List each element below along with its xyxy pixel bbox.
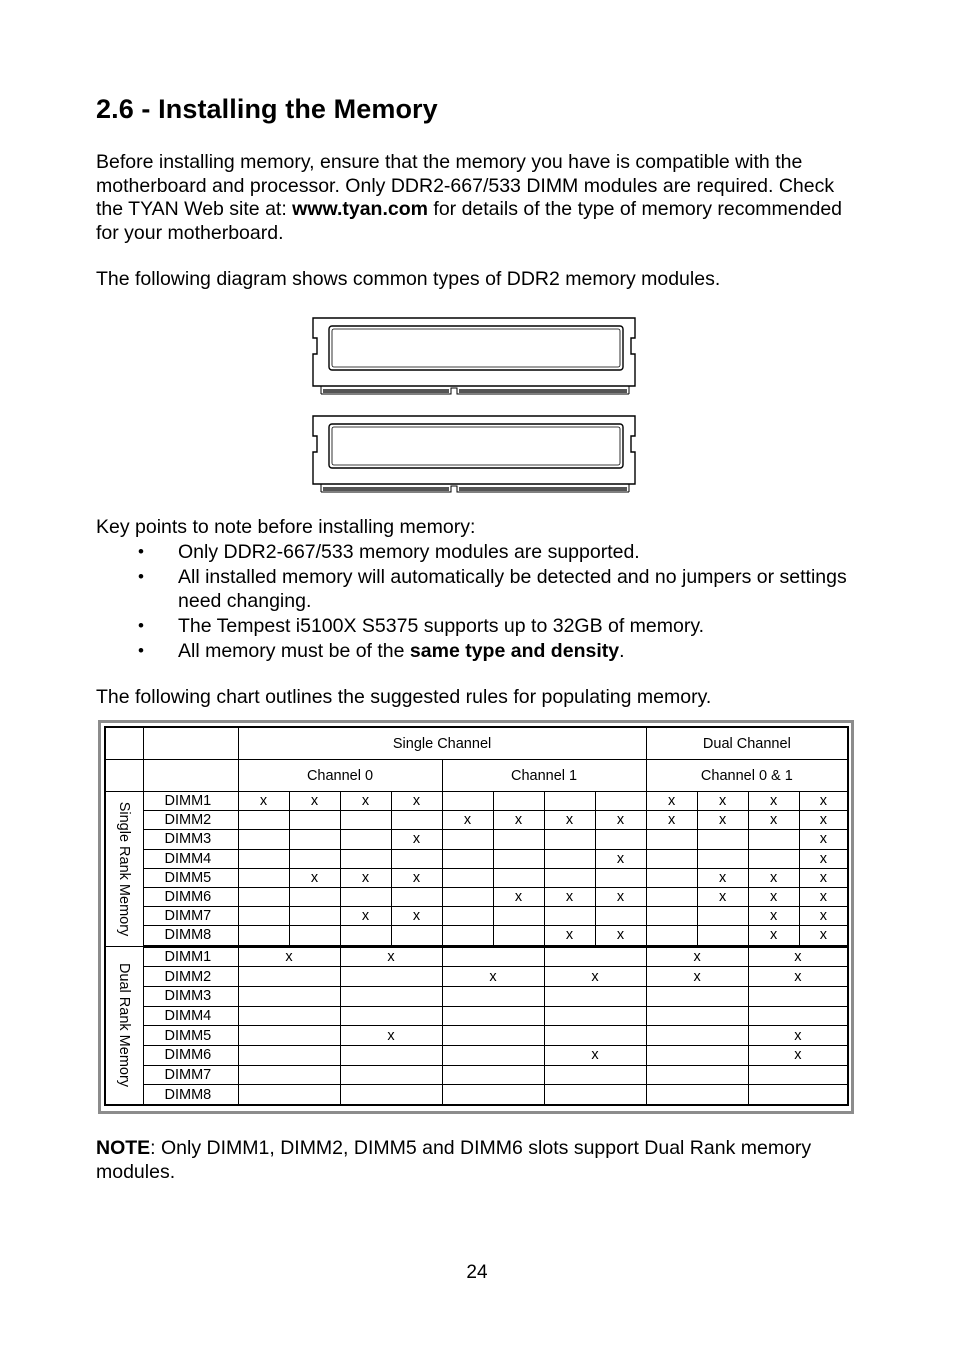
intro-text-after-link: for details of the type of memory recommended for your motherboard. [96, 198, 843, 244]
table-cell [442, 1085, 544, 1105]
corner-cell [105, 760, 143, 792]
dimm-label: DIMM4 [143, 1006, 238, 1026]
table-cell: x [697, 811, 748, 830]
list-item [96, 565, 866, 613]
table-cell [544, 1085, 646, 1105]
table-cell [340, 967, 442, 987]
diagram-caption: The following diagram shows common types of DDR2 memory modules. [96, 268, 721, 290]
table-cell: x [340, 868, 391, 887]
list-item [96, 540, 866, 564]
table-cell [544, 868, 595, 887]
table-cell [238, 1045, 340, 1065]
table-cell [646, 830, 697, 849]
table-cell [748, 849, 799, 868]
corner-cell [105, 727, 143, 760]
table-row [105, 1045, 848, 1065]
table-cell [340, 1045, 442, 1065]
table-cell: x [799, 907, 848, 926]
table-cell [493, 849, 544, 868]
key-points-intro: Key points to note before installing memory: [96, 516, 476, 538]
table-cell [238, 887, 289, 906]
table-cell [238, 926, 289, 946]
note-label: NOTE [96, 1137, 151, 1159]
dimm-label: DIMM8 [143, 1085, 238, 1105]
table-row [105, 811, 848, 830]
table-cell [646, 1085, 748, 1105]
table-cell [238, 849, 289, 868]
table-cell [544, 986, 646, 1006]
table-row [105, 1065, 848, 1085]
table-cell [544, 1026, 646, 1046]
dimm-label: DIMM2 [143, 811, 238, 830]
table-cell [391, 849, 442, 868]
table-cell [646, 1045, 748, 1065]
intro-paragraph [96, 151, 866, 245]
table-cell [289, 926, 340, 946]
table-cell [493, 868, 544, 887]
chart-intro: The following chart outlines the suggested rules for populating memory. [96, 686, 712, 708]
table-cell [544, 907, 595, 926]
table-cell [646, 907, 697, 926]
table-cell: x [697, 887, 748, 906]
memory-module-illustration [311, 316, 641, 402]
dimm-label: DIMM3 [143, 986, 238, 1006]
table-cell [697, 926, 748, 946]
table-row [105, 1085, 848, 1105]
key-points-list [96, 540, 866, 664]
dimm-label: DIMM6 [143, 887, 238, 906]
table-cell [748, 986, 848, 1006]
list-item-text: All memory must be of the [178, 640, 410, 662]
table-cell [544, 792, 595, 811]
table-cell: x [799, 868, 848, 887]
table-row [105, 868, 848, 887]
dual-rank-label: Dual Rank Memory [116, 963, 133, 1088]
table-cell: x [799, 811, 848, 830]
header-row-channel-type [105, 727, 848, 760]
list-item [96, 614, 866, 638]
table-cell: x [748, 811, 799, 830]
dimm-label: DIMM1 [143, 946, 238, 967]
table-cell: x [442, 811, 493, 830]
table-cell [646, 887, 697, 906]
table-cell: x [748, 926, 799, 946]
dimm-label: DIMM4 [143, 849, 238, 868]
table-cell [442, 1026, 544, 1046]
table-cell [442, 946, 544, 967]
table-cell [544, 1006, 646, 1026]
table-cell: x [289, 792, 340, 811]
table-cell: x [646, 811, 697, 830]
table-cell: x [799, 887, 848, 906]
table-cell [442, 887, 493, 906]
table-cell [544, 849, 595, 868]
dual-rank-group-label [105, 946, 143, 1105]
table-cell: x [697, 868, 748, 887]
list-item-text: Only DDR2-667/533 memory modules are supported. [178, 541, 640, 563]
table-cell: x [340, 1026, 442, 1046]
table-row [105, 926, 848, 946]
table-cell [238, 1065, 340, 1085]
table-cell [340, 1006, 442, 1026]
table-row [105, 967, 848, 987]
memory-population-table-frame [98, 720, 854, 1114]
table-cell [289, 887, 340, 906]
table-cell [646, 1006, 748, 1026]
table-row [105, 986, 848, 1006]
table-cell [595, 907, 646, 926]
table-cell [442, 849, 493, 868]
table-cell [646, 1026, 748, 1046]
table-cell: x [748, 1045, 848, 1065]
table-cell: x [289, 868, 340, 887]
table-cell [697, 830, 748, 849]
table-cell [289, 830, 340, 849]
table-cell: x [799, 849, 848, 868]
dimm-label: DIMM2 [143, 967, 238, 987]
table-cell: x [646, 792, 697, 811]
table-cell: x [238, 946, 340, 967]
table-cell: x [340, 907, 391, 926]
table-cell: x [748, 1026, 848, 1046]
single-rank-group-label [105, 792, 143, 947]
table-cell [238, 868, 289, 887]
table-cell [289, 907, 340, 926]
table-cell: x [646, 946, 748, 967]
table-cell [748, 1006, 848, 1026]
table-cell [238, 967, 340, 987]
table-row [105, 1006, 848, 1026]
page-title: 2.6 - Installing the Memory [96, 94, 438, 124]
table-cell [238, 1006, 340, 1026]
table-cell: x [493, 887, 544, 906]
table-cell [391, 926, 442, 946]
header-single-channel: Single Channel [238, 727, 646, 760]
table-cell [391, 811, 442, 830]
table-cell: x [748, 792, 799, 811]
table-cell: x [595, 887, 646, 906]
table-cell [544, 1065, 646, 1085]
table-cell: x [748, 887, 799, 906]
table-cell: x [340, 792, 391, 811]
table-cell [595, 868, 646, 887]
table-cell [646, 868, 697, 887]
table-cell [493, 926, 544, 946]
table-cell [238, 1026, 340, 1046]
table-cell [238, 1085, 340, 1105]
memory-module-illustration [311, 414, 641, 500]
table-cell: x [799, 792, 848, 811]
table-cell [442, 830, 493, 849]
header-channel-1: Channel 1 [442, 760, 646, 792]
table-cell [646, 926, 697, 946]
table-cell [442, 792, 493, 811]
dimm-label: DIMM5 [143, 1026, 238, 1046]
table-cell [646, 849, 697, 868]
table-cell: x [391, 868, 442, 887]
table-cell [340, 1085, 442, 1105]
intro-text-before-link: Before installing memory, ensure that the memory you have is compatible with the motherboard and processor. Only DDR2-667/533 DIMM modules are required. Check the TYAN Web site at: [96, 151, 835, 220]
bullet: • [138, 616, 144, 635]
header-channel-0-and-1: Channel 0 & 1 [646, 760, 848, 792]
table-cell [493, 792, 544, 811]
table-cell [340, 830, 391, 849]
table-cell [748, 1085, 848, 1105]
corner-cell [143, 727, 238, 760]
table-cell [442, 1065, 544, 1085]
table-cell [442, 986, 544, 1006]
table-cell [238, 986, 340, 1006]
table-cell [238, 907, 289, 926]
table-cell [697, 849, 748, 868]
table-cell: x [595, 926, 646, 946]
table-cell [748, 1065, 848, 1085]
table-cell: x [748, 907, 799, 926]
table-cell [391, 887, 442, 906]
table-cell [340, 926, 391, 946]
table-row [105, 1026, 848, 1046]
table-cell: x [340, 946, 442, 967]
single-rank-label: Single Rank Memory [116, 801, 133, 937]
dimm-label: DIMM7 [143, 1065, 238, 1085]
table-cell: x [493, 811, 544, 830]
table-row [105, 792, 848, 811]
table-cell [544, 946, 646, 967]
list-item [96, 639, 866, 663]
note-text: : Only DIMM1, DIMM2, DIMM5 and DIMM6 slots support Dual Rank memory modules. [96, 1137, 812, 1183]
header-channel-0: Channel 0 [238, 760, 442, 792]
table-cell: x [595, 849, 646, 868]
table-row [105, 946, 848, 967]
table-cell: x [544, 967, 646, 987]
dimm-label: DIMM7 [143, 907, 238, 926]
table-cell [544, 830, 595, 849]
dimm-label: DIMM8 [143, 926, 238, 946]
corner-cell [143, 760, 238, 792]
table-cell [442, 907, 493, 926]
table-cell [442, 1045, 544, 1065]
table-cell [340, 887, 391, 906]
table-cell: x [442, 967, 544, 987]
table-cell [289, 849, 340, 868]
bullet: • [138, 567, 144, 586]
dimm-label: DIMM3 [143, 830, 238, 849]
table-cell: x [544, 811, 595, 830]
table-row [105, 887, 848, 906]
table-cell [595, 830, 646, 849]
table-cell [646, 986, 748, 1006]
table-cell: x [799, 926, 848, 946]
table-cell [238, 811, 289, 830]
table-cell [442, 926, 493, 946]
table-cell [646, 1065, 748, 1085]
tyan-website-link[interactable]: www.tyan.com [292, 198, 428, 220]
table-cell [289, 811, 340, 830]
memory-population-table [104, 726, 849, 1106]
table-cell: x [748, 967, 848, 987]
table-cell: x [391, 792, 442, 811]
list-item-text: All installed memory will automatically be detected and no jumpers or settings need changing. [178, 566, 847, 612]
table-row [105, 907, 848, 926]
ddr2-module-diagram [311, 316, 641, 500]
table-cell: x [595, 811, 646, 830]
table-cell [340, 1065, 442, 1085]
list-item-bold: same type and density [409, 640, 620, 662]
table-cell: x [238, 792, 289, 811]
bullet: • [138, 641, 144, 660]
table-cell: x [544, 926, 595, 946]
table-cell [493, 907, 544, 926]
table-cell [748, 830, 799, 849]
table-cell [493, 830, 544, 849]
table-cell [340, 849, 391, 868]
table-cell: x [748, 868, 799, 887]
table-cell: x [646, 967, 748, 987]
table-cell [340, 811, 391, 830]
table-cell: x [544, 1045, 646, 1065]
table-cell [697, 907, 748, 926]
table-cell: x [391, 907, 442, 926]
table-cell: x [391, 830, 442, 849]
note-paragraph [96, 1137, 866, 1184]
header-row-channel [105, 760, 848, 792]
table-row [105, 849, 848, 868]
table-cell [340, 986, 442, 1006]
table-cell: x [697, 792, 748, 811]
table-cell [442, 868, 493, 887]
page-number: 24 [466, 1262, 488, 1283]
table-row [105, 830, 848, 849]
bullet: • [138, 542, 144, 561]
dimm-label: DIMM6 [143, 1045, 238, 1065]
dimm-label: DIMM5 [143, 868, 238, 887]
header-dual-channel: Dual Channel [646, 727, 848, 760]
table-cell [238, 830, 289, 849]
table-cell: x [544, 887, 595, 906]
table-cell [442, 1006, 544, 1026]
list-item-text: The Tempest i5100X S5375 supports up to 32GB of memory. [178, 615, 705, 637]
table-cell [595, 792, 646, 811]
dimm-label: DIMM1 [143, 792, 238, 811]
table-cell: x [748, 946, 848, 967]
table-cell: x [799, 830, 848, 849]
list-item-suffix: . [619, 640, 625, 662]
